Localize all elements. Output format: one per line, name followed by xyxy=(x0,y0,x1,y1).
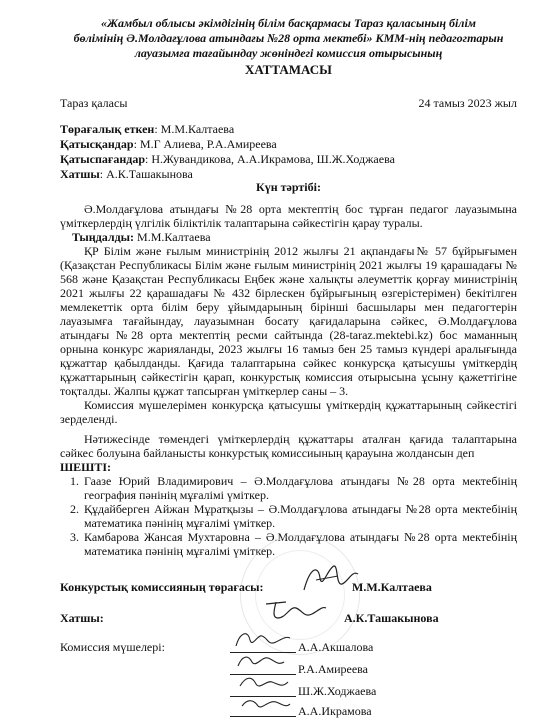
decision-number: 1. xyxy=(70,474,79,488)
meeting-meta xyxy=(60,122,517,182)
absent-row xyxy=(60,152,517,167)
place: Тараз қаласы xyxy=(60,96,128,110)
secretary-sign-name: А.К.Ташакынова xyxy=(344,611,439,625)
member-name: Р.А.Амиреева xyxy=(298,662,369,676)
header-line-1: «Жамбыл облысы әкімдігінің білім басқармасы Тараз қаласының білім xyxy=(100,16,477,30)
decision-number: 3. xyxy=(70,530,79,544)
chairman-sign-name: М.М.Калтаева xyxy=(352,580,432,594)
member-signature-3 xyxy=(236,672,290,694)
document-title: ХАТТАМАСЫ xyxy=(245,62,332,77)
document-header xyxy=(60,16,517,77)
absent-label: Қатыспағандар xyxy=(60,152,146,166)
decided-label: ШЕШТІ: xyxy=(60,460,112,474)
secretary-signature xyxy=(262,596,328,624)
paragraph-1: ҚР Білім және ғылым министрінің 2012 жылғы 21 ақпандағы№ 57 бұйрығымен (Қазақстан Республикасы Білім және ғылым министрінің 2021 жылғы 19 қарашадағы № 568 және Қазақстан Республикасы Еңбек және халықты әлеуметтік қорғау министрінің 2021 жылғы 22 қарашадағы № 432 бірлескен бұйрығының өзгерістерімен) бекітілген мемлекеттік орта білім беру ұйымдарының бірінші басшылары мен педагогтерін лауазымға тағайындау, лауазымнан босату қағидаларына сәйкес, Ә.Молдағұлова атындағы №28 орта мектептің ресми сайтында (28-taraz.mektebi.kz) бос маманның орнына конкурс жарияланды, 2023 жылғы 16 тамыз бен 25 тамыз күндері аралығында құжаттар қабылданды. Қағида талаптарына сәйкес конкурсқа қатысушы үміткердің құжаттарының сәйкестігін қарап, конкурстық комиссия отырысына ұсыну қажеттігіне тоқталды. Жалпы құжат тапсырған үміткерлер саны – 3. xyxy=(60,244,517,398)
date: 24 тамыз 2023 жыл xyxy=(418,96,517,110)
chair-row xyxy=(60,122,517,137)
signature-underline xyxy=(230,716,296,717)
member-signature-2 xyxy=(234,650,286,672)
chair-value: : М.М.Калтаева xyxy=(154,122,235,136)
listened-value: М.М.Калтаева xyxy=(134,230,211,244)
agenda-title: Күн тәртібі: xyxy=(256,180,321,194)
paragraph-3: Нәтижесінде төмендегі үміткерлердің құжаттары аталған қағида талаптарына сәйкес болуына байланысты конкурстық комиссиының қарауына жолдансын деп xyxy=(60,432,517,460)
members-label: Комиссия мүшелері: xyxy=(60,640,165,654)
absent-value: : Н.Жувандикова, А.А.Икрамова, Ш.Ж.Ходжаева xyxy=(145,152,395,166)
member-signature-1 xyxy=(232,628,292,652)
decision-text: Камбарова Жансая Мухтаровна – Ә.Молдағұлова атындағы №28 орта мектебінің математика пәнінің мұғалімі үміткер. xyxy=(84,530,517,558)
member-name: А.А.Икрамова xyxy=(298,704,372,718)
present-label: Қатысқандар xyxy=(60,137,134,151)
chairman-signature-line xyxy=(60,580,517,594)
member-name: А.А.Акшалова xyxy=(298,640,374,654)
document-body xyxy=(60,202,517,558)
present-row xyxy=(60,137,517,152)
secretary-sign-label: Хатшы: xyxy=(60,611,104,625)
decision-text: Құдайберген Айжан Мұратқызы – Ә.Молдағұлова атындағы №28 орта мектебінің математика пәнінің мұғалімі үміткер. xyxy=(84,502,517,530)
header-line-3: лауазымға тағайындау жөніндегі комиссия отырысының xyxy=(134,46,443,60)
header-line-2: бөлімінің Ә.Молдағұлова атындағы №28 орта мектебі» КММ-нің педагогтарын xyxy=(73,31,504,45)
listened-label: Тыңдалды: xyxy=(72,230,135,244)
decision-number: 2. xyxy=(70,502,79,516)
chair-label: Төрағалық еткен xyxy=(60,122,155,136)
present-value: : М.Г Алиева, Р.А.Амиреева xyxy=(133,137,277,151)
chairman-sign-label: Конкурстық комиссияның төрағасы: xyxy=(60,580,264,594)
member-signature-4 xyxy=(238,694,292,714)
agenda-text: Ә.Молдағұлова атындағы №28 орта мектептің бос тұрған педагог лауазымына үміткерлердің үлгілік біліктілік талаптарына сәйкестігін қарау туралы. xyxy=(60,202,517,230)
secretary-value: : А.К.Ташакынова xyxy=(99,167,193,181)
list-item xyxy=(60,502,517,530)
place-date-row xyxy=(60,96,517,110)
chairman-signature xyxy=(298,560,362,600)
paragraph-2: Комиссия мүшелерімен конкурсқа қатысушы үміткердің құжаттарының сәйкестігі зерделенді. xyxy=(60,398,517,426)
listened-row xyxy=(60,230,517,244)
secretary-label: Хатшы xyxy=(60,167,100,181)
list-item xyxy=(60,474,517,502)
decision-text: Гаазе Юрий Владимирович – Ә.Молдағұлова атындағы №28 орта мектебінің география пәнінің мұғалімі үміткер. xyxy=(84,474,517,502)
member-name: Ш.Ж.Ходжаева xyxy=(298,684,377,698)
